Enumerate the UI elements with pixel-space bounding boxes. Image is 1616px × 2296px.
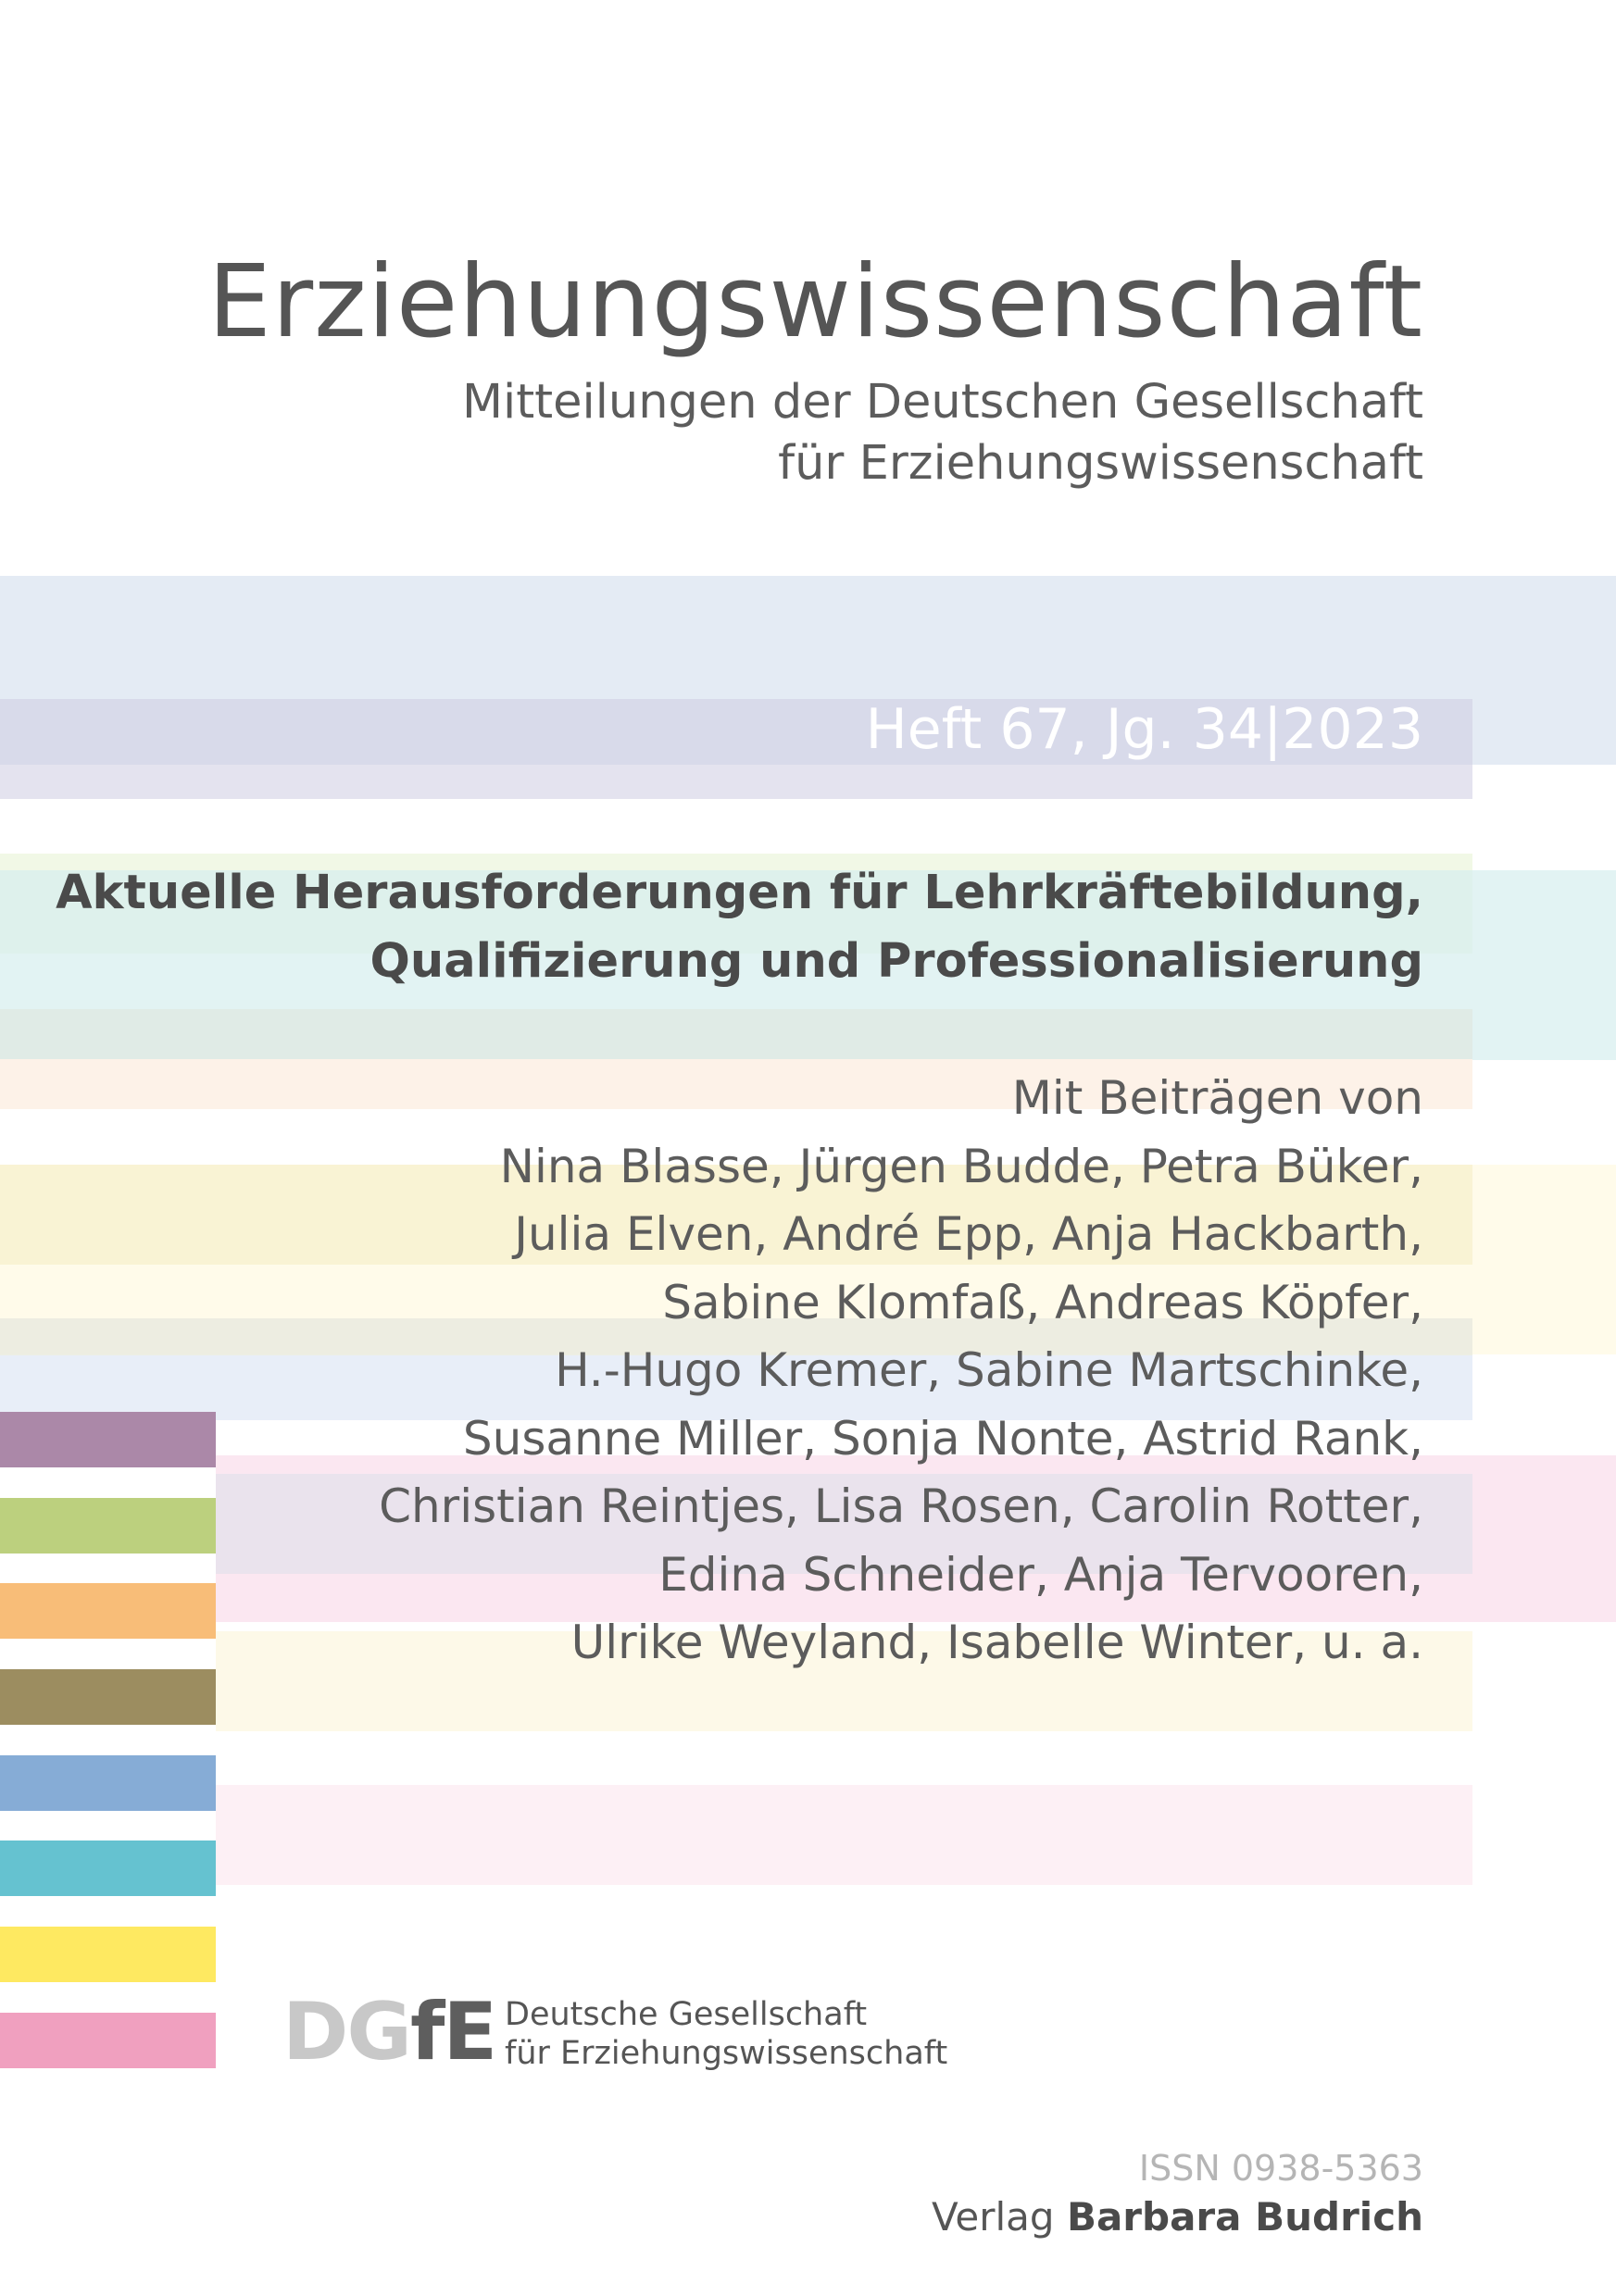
contributor-line: Christian Reintjes, Lisa Rosen, Carolin Rotter, bbox=[379, 1479, 1423, 1533]
contributor-line: Edina Schneider, Anja Tervooren, bbox=[658, 1547, 1423, 1602]
publisher-prefix: Verlag bbox=[931, 2194, 1055, 2240]
swatch-orange bbox=[0, 1583, 216, 1639]
contributors bbox=[379, 1065, 1423, 1678]
band-grey-green bbox=[0, 1009, 1472, 1059]
contributor-line: Nina Blasse, Jürgen Budde, Petra Büker, bbox=[499, 1139, 1423, 1193]
dgfe-logo-part-2: fE bbox=[409, 1986, 496, 2078]
theme-line-1: Aktuelle Herausforderungen für Lehrkräftebildung, bbox=[56, 866, 1423, 920]
swatch-green bbox=[0, 1498, 216, 1554]
swatch-pink bbox=[0, 2013, 216, 2068]
contributor-line: Julia Elven, André Epp, Anja Hackbarth, bbox=[514, 1207, 1423, 1261]
dgfe-logo-part-1: DG bbox=[282, 1986, 410, 2078]
contributor-line: Ulrike Weyland, Isabelle Winter, u. a. bbox=[570, 1616, 1423, 1669]
contributor-line: Susanne Miller, Sonja Nonte, Astrid Rank, bbox=[462, 1411, 1423, 1466]
issn: ISSN 0938-5363 bbox=[1138, 2148, 1423, 2189]
subtitle-line-2: für Erziehungswissenschaft bbox=[778, 436, 1423, 491]
journal-subtitle bbox=[462, 372, 1423, 494]
contributors-intro: Mit Beiträgen von bbox=[1011, 1071, 1423, 1125]
society-name-line-2: für Erziehungswissenschaft bbox=[505, 2035, 948, 2072]
theme-line-2: Qualifizierung und Professionalisierung bbox=[370, 934, 1423, 989]
swatch-yellow bbox=[0, 1927, 216, 1982]
society-name-line-1: Deutsche Gesellschaft bbox=[505, 1996, 868, 2033]
issue-theme bbox=[56, 859, 1423, 996]
journal-title: Erziehungswissenschaft bbox=[207, 244, 1423, 360]
swatch-blue bbox=[0, 1755, 216, 1811]
contributor-line: H.-Hugo Kremer, Sabine Martschinke, bbox=[555, 1343, 1423, 1397]
swatch-cyan bbox=[0, 1841, 216, 1896]
swatch-olive bbox=[0, 1669, 216, 1725]
dgfe-logo bbox=[282, 1986, 496, 2078]
publisher bbox=[932, 2192, 1423, 2242]
issue-number: Heft 67, Jg. 34|2023 bbox=[865, 697, 1423, 762]
contributor-line: Sabine Klomfaß, Andreas Köpfer, bbox=[662, 1275, 1423, 1329]
band-pink-low bbox=[216, 1785, 1472, 1885]
swatch-purple bbox=[0, 1412, 216, 1467]
subtitle-line-1: Mitteilungen der Deutschen Gesellschaft bbox=[462, 375, 1423, 430]
publisher-name: Barbara Budrich bbox=[1066, 2194, 1423, 2240]
society-name bbox=[505, 1995, 947, 2073]
